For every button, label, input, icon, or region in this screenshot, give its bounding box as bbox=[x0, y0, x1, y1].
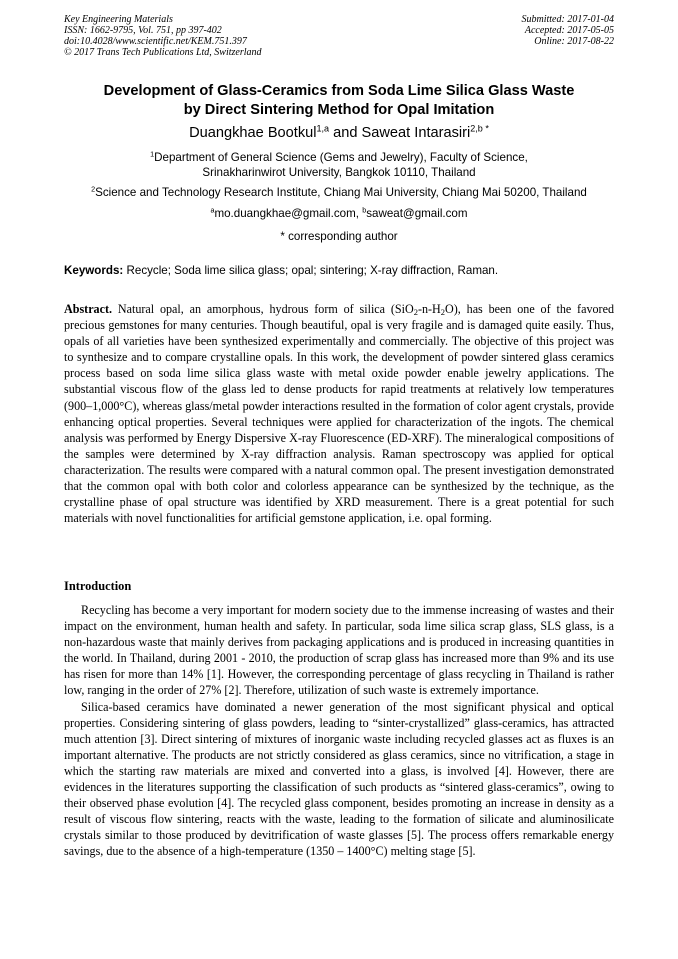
doi-line: doi:10.4028/www.scientific.net/KEM.751.397 bbox=[64, 36, 247, 47]
issn-line: ISSN: 1662-9795, Vol. 751, pp 397-402 bbox=[64, 25, 222, 36]
author-conjunction: and bbox=[329, 125, 362, 141]
email-b: saweat@gmail.com bbox=[366, 207, 468, 220]
introduction-heading: Introduction bbox=[64, 579, 132, 593]
keywords bbox=[64, 263, 614, 278]
corresponding-author-note: * corresponding author bbox=[280, 230, 398, 243]
affiliation-2-text: Science and Technology Research Institute, Chiang Mai University, Chiang Mai 50200, Thailand bbox=[95, 186, 587, 199]
author-list bbox=[40, 124, 638, 142]
affiliation-2-number: 2 bbox=[91, 184, 96, 194]
abstract-text-2: -n-H bbox=[417, 302, 441, 316]
header-left bbox=[64, 14, 262, 58]
abstract-subscript-1: 2 bbox=[413, 307, 418, 318]
journal-name: Key Engineering Materials bbox=[64, 14, 173, 25]
author-1: Duangkhae Bootkul bbox=[189, 125, 317, 141]
author-2-affiliation: 2,b * bbox=[470, 123, 489, 134]
affiliation-1 bbox=[40, 150, 638, 180]
affiliation-1-line-1: Department of General Science (Gems and Jewelry), Faculty of Science, bbox=[154, 151, 528, 164]
header-right bbox=[522, 14, 615, 47]
title-line-1: Development of Glass-Ceramics from Soda Lime Silica Glass Waste bbox=[103, 83, 575, 99]
abstract-subscript-2: 2 bbox=[440, 307, 446, 318]
keywords-label: Keywords: bbox=[64, 264, 124, 277]
submitted-date: Submitted: 2017-01-04 bbox=[521, 14, 614, 25]
author-emails bbox=[40, 206, 638, 221]
abstract-text-3: O), has been one of the favored precious gemstones for many centuries. Though beautiful, opal is very fragile and is damaged quite easily. Thus, opals of all varieties have been synthesized experimentally and commercially. The objective of this project was to synthesize and to compare crystalline opals. In this work, the development of powder sintered glass ceramics process based on soda lime silica glass waste with metal oxide powder enable jewelry applications. The substantial viscous flow of the glass led to dense products for rapid treatments at relatively low temperatures (900–1,000°C), whereas glass/metal powder interactions resulted in the formation of color agent crystals, provide enhancing optical properties. Several techniques were applied for characterization of the ingots. The chemical analysis was performed by Energy Dispersive X-ray Fluorescence (ED-XRF). The mineralogical compositions of the samples were determined by X-ray diffraction analysis. Raman spectroscopy was applied for optical characterization. The results were compared with a natural common opal. The present investigation demonstrated that the common opal with both color and colorless appearance can be synthesized by the technique, as the crystalline phase of opal structure was identified by XRD measurement. There is a great potential for such materials with novel functionalities for artificial gemstone application, i.e. opal forming. bbox=[64, 302, 614, 526]
author-1-affiliation: 1,a bbox=[316, 123, 330, 134]
affiliation-2 bbox=[40, 185, 638, 200]
email-a: mo.duangkhae@gmail.com, bbox=[214, 207, 363, 220]
keywords-text: Recycle; Soda lime silica glass; opal; sintering; X-ray diffraction, Raman. bbox=[123, 264, 499, 277]
email-b-marker: b bbox=[362, 205, 367, 215]
affiliation-1-line-2: Srinakharinwirot University, Bangkok 10110, Thailand bbox=[202, 166, 476, 179]
introduction-paragraph-1: Recycling has become a very important for modern society due to the immense increasing of wastes and their impact on the environment, human health and safety. In particular, soda lime silica scrap glass, SLS glass, is a non-hazardous waste that mainly derives from packaging applications and is produced in increasing quantities in the world. In Thailand, during 2001 - 2010, the production of scrap glass has increased more than 9% and its use has risen for more than 14% [1]. However, the corresponding percentage of glass recycling in Thailand is rather low, ranging in the order of 27% [2]. Therefore, utilization of such waste is extremely importance. bbox=[64, 603, 614, 698]
affiliation-1-number: 1 bbox=[150, 149, 155, 159]
title-line-2: by Direct Sintering Method for Opal Imitation bbox=[183, 102, 495, 118]
accepted-date: Accepted: 2017-05-05 bbox=[524, 25, 614, 36]
abstract-label: Abstract. bbox=[64, 302, 113, 316]
abstract-text-1: Natural opal, an amorphous, hydrous form of silica (SiO bbox=[112, 302, 414, 316]
copyright-line: © 2017 Trans Tech Publications Ltd, Switzerland bbox=[64, 47, 262, 58]
abstract bbox=[64, 301, 614, 526]
online-date: Online: 2017-08-22 bbox=[534, 36, 614, 47]
author-2: Saweat Intarasiri bbox=[361, 125, 471, 141]
introduction-paragraph-2: Silica-based ceramics have dominated a newer generation of the most significant physical and optical properties. Considering sintering of glass powders, leading to “sinter-crystallized” glass-ceramics, has attracted much attention [3]. Direct sintering of mixtures of inorganic waste including recycled glasses act as fluxes is an important alternative. The products are not strictly considered as glass ceramics, since no vitrification, a stage in which the starting raw materials are mixed and converted into a glass, is involved [4]. However, there are evidences in the literatures supporting the classification of such products as “sintered glass-ceramics”, owing to their observed phase evolution [4]. The recycled glass component, besides promoting an increase in density as a result of viscous flow sintering, reacts with the waste, leading to the formation of silicate and aluminosilicate crystals similar to those produced by devitrification of waste glasses [5]. The process offers remarkable energy savings, due to the absence of a high-temperature (1350 – 1400°C) melting stage [5]. bbox=[64, 699, 614, 859]
paper-title bbox=[60, 82, 618, 120]
email-a-marker: a bbox=[210, 205, 215, 215]
introduction-body bbox=[64, 602, 614, 860]
